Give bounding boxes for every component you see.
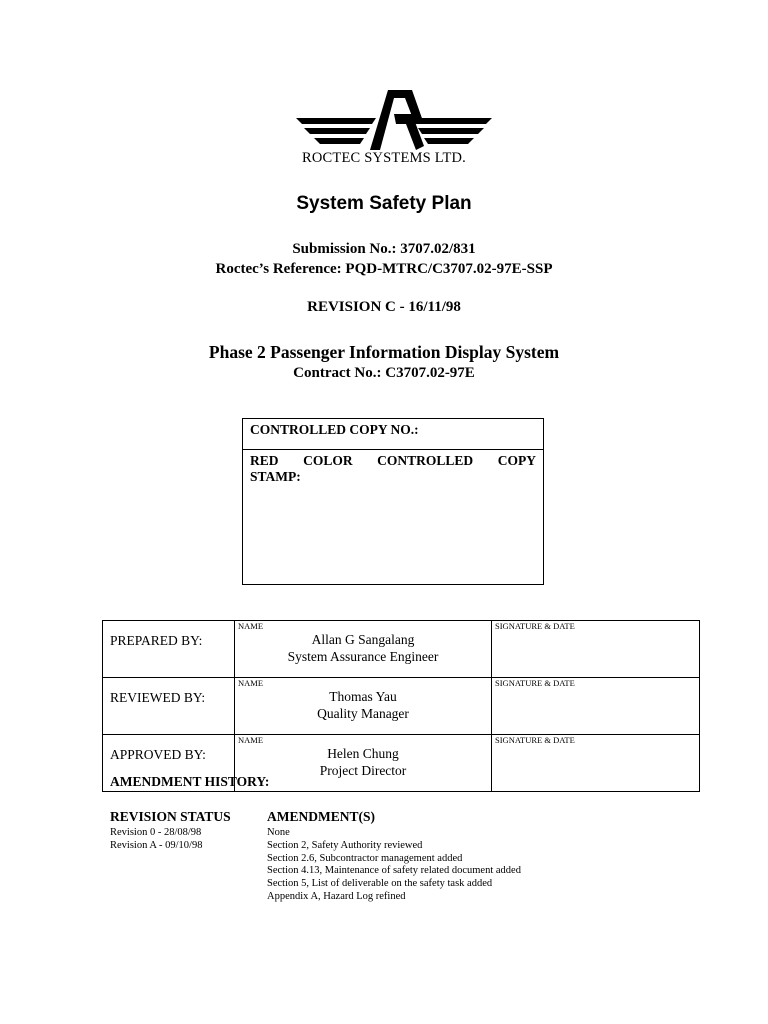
list-item: Revision A - 09/10/98 <box>110 839 203 851</box>
amendment-history-heading: AMENDMENT HISTORY: <box>110 774 270 789</box>
company-logo <box>284 84 504 176</box>
list-item: Section 5, List of deliverable on the safety task added <box>267 878 493 890</box>
table-row <box>103 621 700 678</box>
revision-list <box>110 827 202 853</box>
name-header: NAME <box>238 621 264 631</box>
signature-header: SIGNATURE & DATE <box>495 735 575 745</box>
project-title: Phase 2 Passenger Information Display System <box>208 342 560 362</box>
roctec-reference: Roctec’s Reference: PQD-MTRC/C3707.02-97E-SSP <box>215 261 553 277</box>
signoff-table <box>102 620 700 792</box>
name-cell <box>235 621 492 678</box>
name-cell <box>235 678 492 735</box>
stamp-word: COPY <box>497 453 536 468</box>
signature-cell <box>492 735 700 792</box>
person-title: Project Director <box>319 763 407 778</box>
role-label: REVIEWED BY: <box>103 678 235 735</box>
stamp-word: CONTROLLED <box>377 453 474 468</box>
signature-cell <box>492 621 700 678</box>
revision-label: REVISION C - 16/11/98 <box>307 299 461 315</box>
person-name: Helen Chung <box>327 746 399 761</box>
person-title: Quality Manager <box>317 706 409 721</box>
role-label: APPROVED BY: <box>103 735 235 792</box>
stamp-word: COLOR <box>303 453 353 468</box>
table-row <box>103 678 700 735</box>
name-cell <box>235 735 492 792</box>
revision-status-header: REVISION STATUS <box>110 809 231 824</box>
signature-header: SIGNATURE & DATE <box>495 621 575 631</box>
amendments-header: AMENDMENT(S) <box>267 809 375 824</box>
list-item: Section 2.6, Subcontractor management added <box>267 852 463 864</box>
controlled-copy-box <box>242 418 544 585</box>
name-header: NAME <box>238 678 264 688</box>
list-item: None <box>267 827 290 838</box>
person-title: System Assurance Engineer <box>287 649 439 664</box>
company-name: ROCTEC SYSTEMS LTD. <box>302 150 467 166</box>
list-item: Revision 0 - 28/08/98 <box>110 827 202 838</box>
document-title: System Safety Plan <box>296 193 472 214</box>
signature-header: SIGNATURE & DATE <box>495 678 575 688</box>
contract-number: Contract No.: C3707.02-97E <box>293 365 475 381</box>
stamp-word: RED <box>250 453 279 468</box>
stamp-label-line <box>250 453 536 469</box>
list-item: Appendix A, Hazard Log refined <box>267 890 406 902</box>
signature-cell <box>492 678 700 735</box>
copy-stamp-area <box>243 450 543 488</box>
amendment-list <box>267 827 521 904</box>
person-name: Allan G Sangalang <box>311 632 415 647</box>
name-header: NAME <box>238 735 264 745</box>
submission-number: Submission No.: 3707.02/831 <box>292 241 476 257</box>
role-label: PREPARED BY: <box>103 621 235 678</box>
controlled-copy-label: CONTROLLED COPY NO.: <box>243 419 543 450</box>
list-item: Section 4.13, Maintenance of safety related document added <box>267 865 521 877</box>
stamp-label-end: STAMP: <box>250 469 301 484</box>
person-name: Thomas Yau <box>329 689 397 704</box>
roctec-winged-a-logo-icon <box>284 84 504 156</box>
list-item: Section 2, Safety Authority reviewed <box>267 839 423 851</box>
